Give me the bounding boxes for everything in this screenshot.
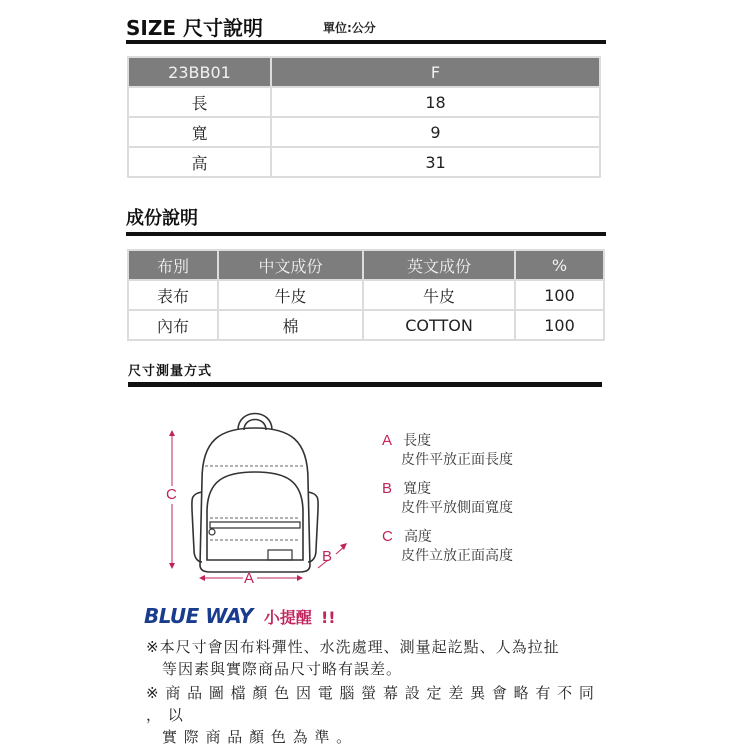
legend-name: 高度 [403, 529, 432, 545]
measure-section-rule [128, 382, 602, 387]
table-row [128, 87, 600, 117]
material-table [127, 249, 605, 341]
label-patch [268, 550, 292, 560]
material-header-english: 英文成份 [363, 250, 515, 280]
legend-letter: B [382, 480, 393, 497]
material-cell: 牛皮 [363, 280, 515, 310]
stitching-lines [205, 466, 305, 540]
size-header-size: F [271, 57, 600, 87]
note-line: 等因素與實際商品尺寸略有誤差。 [162, 660, 403, 678]
legend-item-c [382, 526, 513, 566]
measure-section-title: 尺寸測量方式 [128, 364, 213, 379]
diagram-label-c: C [166, 486, 177, 503]
material-header-percent: % [515, 250, 604, 280]
material-cell: 牛皮 [218, 280, 363, 310]
note-line: ※ 商 品 圖 檔 顏 色 因 電 腦 螢 幕 設 定 差 異 會 略 有 不 同 ， 以 [146, 684, 595, 724]
material-cell: 棉 [218, 310, 363, 340]
size-row-value: 18 [271, 87, 600, 117]
legend-letter: C [382, 528, 393, 545]
legend-letter: A [382, 432, 393, 449]
diagram-label-a: A [244, 570, 255, 587]
legend-name: 寬度 [403, 481, 432, 497]
note-line: 實 際 商 品 顏 色 為 準 。 [162, 728, 353, 746]
note-line: ※本尺寸會因布料彈性、水洗處理、測量起訖點、人為拉扯 [146, 638, 560, 656]
legend-item-a [382, 430, 513, 470]
material-cell: 內布 [128, 310, 218, 340]
table-row [128, 280, 604, 310]
size-row-value: 9 [271, 117, 600, 147]
table-row [128, 310, 604, 340]
reminder-exclaim: !! [320, 608, 336, 627]
material-header-fabric: 布別 [128, 250, 218, 280]
table-row [128, 147, 600, 177]
diagram-label-b: B [322, 548, 333, 565]
table-row [128, 117, 600, 147]
material-section-title: 成份說明 [126, 208, 198, 229]
material-table-header [128, 250, 604, 280]
unit-label: 單位:公分 [323, 21, 376, 35]
legend-item-b [382, 478, 513, 518]
material-section-rule [126, 232, 606, 236]
legend-desc: 皮件平放側面寬度 [401, 500, 513, 516]
reminder-note [146, 682, 616, 748]
material-cell: 100 [515, 280, 604, 310]
material-cell: COTTON [363, 310, 515, 340]
size-header-style: 23BB01 [128, 57, 271, 87]
legend-name: 長度 [403, 433, 432, 449]
brand-logo: BLUE WAY [144, 604, 253, 628]
material-header-chinese: 中文成份 [218, 250, 363, 280]
legend-desc: 皮件立放正面高度 [401, 548, 513, 564]
size-section-title: SIZE 尺寸說明 [126, 16, 263, 40]
size-row-value: 31 [271, 147, 600, 177]
size-row-label: 寬 [128, 117, 271, 147]
zipper [209, 522, 300, 535]
legend-desc: 皮件平放正面長度 [401, 452, 513, 468]
material-cell: 100 [515, 310, 604, 340]
size-row-label: 長 [128, 87, 271, 117]
reminder-note [146, 636, 616, 680]
reminder-heading [144, 604, 336, 628]
size-table-header [128, 57, 600, 87]
material-cell: 表布 [128, 280, 218, 310]
backpack-outline [192, 414, 318, 573]
size-section-rule [126, 40, 606, 44]
size-table [127, 56, 601, 178]
reminder-title: 小提醒 [263, 608, 312, 627]
size-row-label: 高 [128, 147, 271, 177]
